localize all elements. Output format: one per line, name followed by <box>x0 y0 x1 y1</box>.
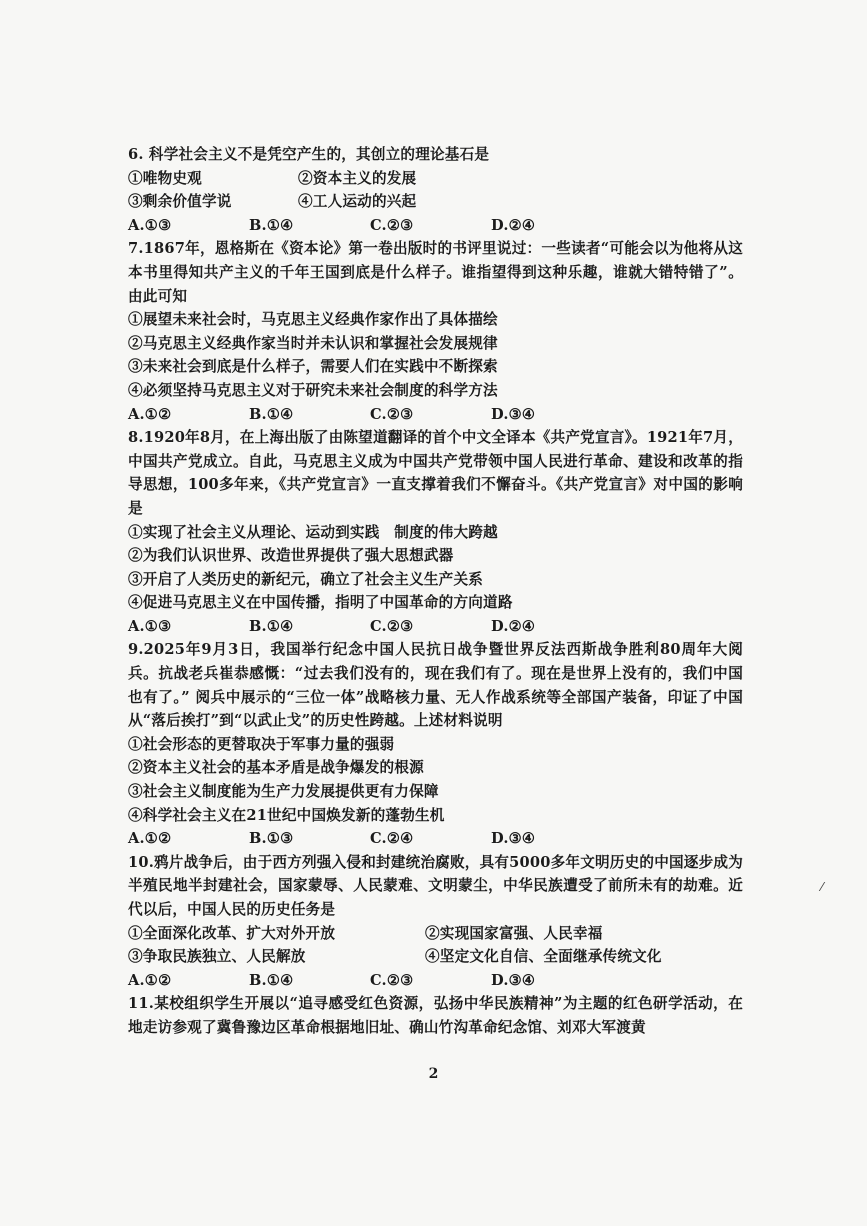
q6-option-b: B.①④ <box>249 216 294 234</box>
q7-option-d: D.③④ <box>491 405 536 423</box>
q11-stem: 11.某校组织学生开展以“追寻感受红色资源，弘扬中华民族精神”为主题的红色研学活动，在地走访参观了冀鲁豫边区革命根据地旧址、确山竹沟革命纪念馆、刘邓大军渡黄 <box>128 995 743 1036</box>
q6-item-1: ①唯物史观 <box>128 169 202 187</box>
q9-item-3: ③社会主义制度能为生产力发展提供更有力保障 <box>128 783 439 801</box>
q9-option-a: A.①② <box>128 830 172 848</box>
q10-option-c: C.②③ <box>370 971 414 989</box>
q8-option-d: D.②④ <box>491 617 536 635</box>
q6-option-a: A.①③ <box>128 216 172 234</box>
q8-option-a: A.①③ <box>128 617 172 635</box>
q7-option-b: B.①④ <box>249 405 294 423</box>
q10-item-2: ②实现国家富强、人民幸福 <box>425 924 603 942</box>
q8-option-c: C.②③ <box>370 617 414 635</box>
q10-item-4: ④坚定文化自信、全面继承传统文化 <box>425 948 662 966</box>
q6-items <box>128 167 743 191</box>
q8-stem: 8.1920年8月，在上海出版了由陈望道翻译的首个中文全译本《共产党宣言》。1921年7月，中国共产党成立。自此，马克思主义成为中国共产党带领中国人民进行革命、建设和改革的指导思想，100多年来，《共产党宣言》一直支撑着我们不懈奋斗。《共产党宣言》对中国的影响是 <box>128 429 743 517</box>
q6-item-3: ③剩余价值学说 <box>128 193 232 211</box>
page-number: 2 <box>428 1066 439 1082</box>
q7-options <box>128 403 743 427</box>
margin-mark: ⁄ <box>821 880 824 894</box>
q10-item-3: ③争取民族独立、人民解放 <box>128 948 306 966</box>
q9-item-4: ④科学社会主义在21世纪中国焕发新的蓬勃生机 <box>128 806 445 824</box>
q10-option-d: D.③④ <box>491 971 536 989</box>
q7-option-c: C.②③ <box>370 405 414 423</box>
q8-item-1: ①实现了社会主义从理论、运动到实践 制度的伟大跨越 <box>128 523 498 541</box>
q6-items-row2 <box>128 190 743 214</box>
exam-page <box>128 143 743 1040</box>
q7-option-a: A.①② <box>128 405 172 423</box>
q9-options <box>128 827 743 851</box>
q9-stem: 9.2025年9月3日，我国举行纪念中国人民抗日战争暨世界反法西斯战争胜利80周年大阅兵。抗战老兵崔恭感慨：“过去我们没有的，现在我们有了。现在是世界上没有的，我们中国也有了。” 阅兵中展示的“三位一体”战略核力量、无人作战系统等全部国产装备，印证了中国从“落后挨打”到“以武止戈”的历史性跨越。上述材料说明 <box>128 641 743 730</box>
q7-item-1: ①展望未来社会时，马克思主义经典作家作出了具体描绘 <box>128 311 498 329</box>
q8-item-4: ④促进马克思主义在中国传播，指明了中国革命的方向道路 <box>128 594 513 612</box>
q6-item-2: ②资本主义的发展 <box>298 169 417 187</box>
q9-option-b: B.①③ <box>249 830 294 848</box>
q10-items <box>128 922 743 946</box>
q7-item-2: ②马克思主义经典作家当时并未认识和掌握社会发展规律 <box>128 334 498 352</box>
q10-option-b: B.①④ <box>249 971 294 989</box>
q10-items-row2 <box>128 945 743 969</box>
q7-item-3: ③未来社会到底是什么样子，需要人们在实践中不断探索 <box>128 358 498 376</box>
q7-stem: 7.1867年，恩格斯在《资本论》第一卷出版时的书评里说过：一些读者“可能会以为他将从这本书里得知共产主义的千年王国到底是什么样子。谁指望得到这种乐趣，谁就大错特错了”。由此可知 <box>128 240 743 305</box>
q8-options <box>128 615 743 639</box>
q7-item-4: ④必须坚持马克思主义对于研究未来社会制度的科学方法 <box>128 381 498 399</box>
q9-option-d: D.③④ <box>491 830 536 848</box>
q6-options <box>128 214 743 238</box>
q6-stem: 6. 科学社会主义不是凭空产生的，其创立的理论基石是 <box>128 146 490 163</box>
q10-options <box>128 969 743 993</box>
q10-option-a: A.①② <box>128 971 172 989</box>
q8-item-2: ②为我们认识世界、改造世界提供了强大思想武器 <box>128 547 454 565</box>
q6-option-c: C.②③ <box>370 216 414 234</box>
q10-item-1: ①全面深化改革、扩大对外开放 <box>128 924 336 942</box>
q6-item-4: ④工人运动的兴起 <box>298 193 417 211</box>
q10-stem: 10.鸦片战争后，由于西方列强入侵和封建统治腐败，具有5000多年文明历史的中国逐步成为半殖民地半封建社会，国家蒙辱、人民蒙难、文明蒙尘，中华民族遭受了前所未有的劫难。近代以后，中国人民的历史任务是 <box>128 853 743 918</box>
q9-option-c: C.②④ <box>370 830 414 848</box>
q8-option-b: B.①④ <box>249 617 294 635</box>
q9-item-2: ②资本主义社会的基本矛盾是战争爆发的根源 <box>128 759 424 777</box>
q8-item-3: ③开启了人类历史的新纪元，确立了社会主义生产关系 <box>128 570 484 588</box>
q9-item-1: ①社会形态的更替取决于军事力量的强弱 <box>128 735 395 753</box>
q6-option-d: D.②④ <box>491 216 536 234</box>
